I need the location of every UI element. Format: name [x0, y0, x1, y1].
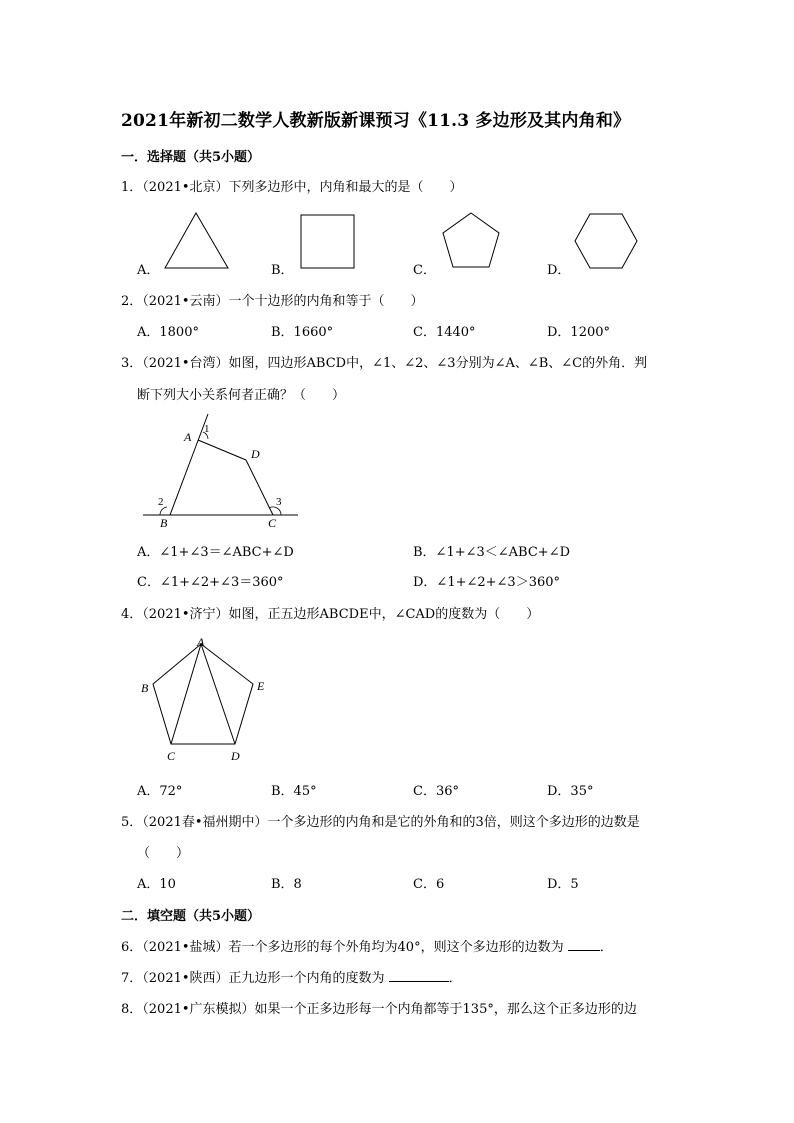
q1-option-c[interactable]: C． [413, 263, 436, 278]
q2-option-c[interactable]: C．1440° [413, 325, 476, 340]
q1-option-a[interactable]: A． [137, 263, 160, 278]
angle-label-2: 2 [158, 496, 164, 508]
pentagon-figure [436, 208, 506, 274]
question-8-line1: 8．（2021•广东模拟）如果一个正多边形每一个内角都等于135°，那么这个正多边形的边 [121, 1002, 637, 1017]
vertex-label-e: E [257, 679, 265, 693]
q3-option-b[interactable]: B．∠1+∠3＜∠ABC+∠D [413, 545, 571, 560]
hexagon-figure [570, 208, 642, 274]
quadrilateral-figure [138, 410, 306, 532]
q1-option-b[interactable]: B． [271, 263, 294, 278]
q5-option-c[interactable]: C．6 [413, 877, 445, 892]
q3-option-a[interactable]: A．∠1+∠3＝∠ABC+∠D [137, 545, 294, 560]
question-2-stem: 2．（2021•云南）一个十边形的内角和等于（ ） [121, 294, 424, 309]
square-figure [296, 210, 360, 274]
question-7-end: ． [448, 971, 462, 986]
q5-option-a[interactable]: A．10 [137, 877, 176, 892]
section-heading-choice: 一．选择题（共5小题） [121, 150, 261, 165]
q7-answer-blank[interactable] [389, 969, 449, 982]
vertex-label-b: B [160, 516, 168, 530]
q4-option-c[interactable]: C．36° [413, 784, 459, 799]
question-5-stem-line1: 5．（2021春•福州期中）一个多边形的内角和是它的外角和的3倍，则这个多边形的边数是 [121, 815, 640, 830]
page-title: 2021年新初二数学人教新版新课预习《11.3 多边形及其内角和》 [121, 111, 631, 131]
question-7 [121, 967, 462, 986]
vertex-label-b: B [141, 681, 149, 695]
vertex-label-c: C [167, 749, 176, 763]
section-heading-fill-in: 二．填空题（共5小题） [121, 909, 261, 924]
q3-option-c[interactable]: C．∠1+∠2+∠3＝360° [137, 575, 284, 590]
q2-option-a[interactable]: A．1800° [137, 325, 199, 340]
triangle-figure [160, 208, 235, 272]
question-3-stem-line2: 断下列大小关系何者正确？（ ） [137, 388, 346, 403]
q5-option-b[interactable]: B．8 [271, 877, 302, 892]
question-5-stem-line2: （ ） [137, 846, 190, 861]
q6-answer-blank[interactable] [568, 938, 600, 951]
q3-option-d[interactable]: D．∠1+∠2+∠3＞360° [413, 575, 561, 590]
vertex-label-c: C [268, 516, 277, 530]
q4-option-a[interactable]: A．72° [137, 784, 183, 799]
vertex-label-a: A [197, 635, 205, 649]
angle-label-3: 3 [276, 496, 282, 508]
angle-label-1: 1 [204, 423, 210, 435]
regular-pentagon-figure [135, 634, 275, 766]
question-3-stem-line1: 3．（2021•台湾）如图，四边形ABCD中，∠1、∠2、∠3分别为∠A、∠B、∠C的外角．判 [121, 356, 648, 371]
q1-option-d[interactable]: D． [547, 263, 571, 278]
q5-option-d[interactable]: D．5 [547, 877, 579, 892]
vertex-label-a: A [184, 430, 192, 444]
question-6-text: 6．（2021•盐城）若一个多边形的每个外角均为40°，则这个多边形的边数为 [121, 940, 564, 955]
question-6-end: ． [599, 940, 613, 955]
q2-option-d[interactable]: D．1200° [547, 325, 611, 340]
question-6 [121, 936, 613, 955]
vertex-label-d: D [251, 447, 260, 461]
question-4-stem: 4．（2021•济宁）如图，正五边形ABCDE中，∠CAD的度数为（ ） [121, 607, 540, 622]
q2-option-b[interactable]: B．1660° [271, 325, 334, 340]
question-7-text: 7．（2021•陕西）正九边形一个内角的度数为 [121, 971, 385, 986]
q4-option-d[interactable]: D．35° [547, 784, 594, 799]
q4-option-b[interactable]: B．45° [271, 784, 317, 799]
question-1-stem: 1．（2021•北京）下列多边形中，内角和最大的是（ ） [121, 180, 463, 195]
vertex-label-d: D [231, 749, 240, 763]
